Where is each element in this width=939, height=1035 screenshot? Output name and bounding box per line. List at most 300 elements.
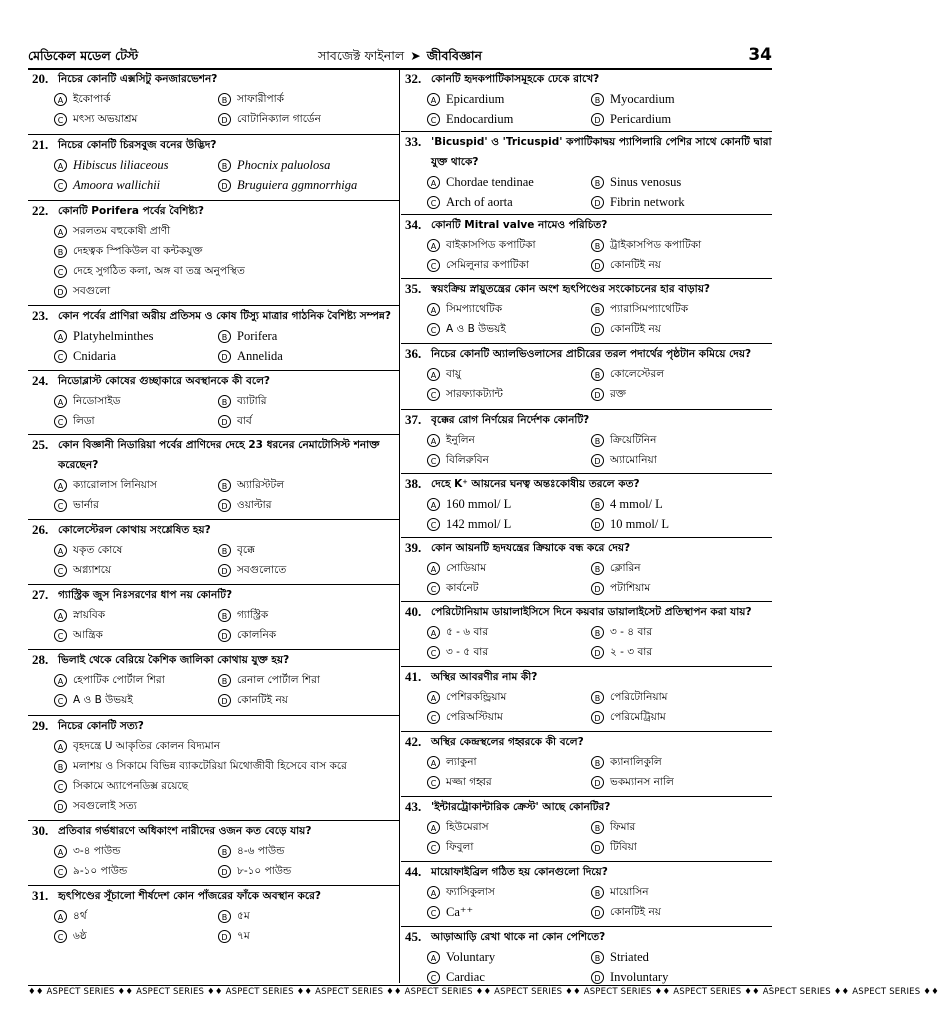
option-c[interactable] <box>54 346 218 366</box>
question-44 <box>401 862 772 927</box>
question-33 <box>401 132 772 215</box>
option-d[interactable] <box>591 707 772 727</box>
option-label-circle: C <box>54 780 67 793</box>
option-b[interactable] <box>218 841 399 861</box>
option-label-circle: A <box>427 951 440 964</box>
option-b[interactable] <box>591 558 772 578</box>
question-text-row <box>28 69 399 89</box>
option-b[interactable] <box>218 391 399 411</box>
option-text: ৮-১০ পাউন্ড <box>237 865 292 877</box>
question-37 <box>401 410 772 474</box>
question-number: 40. <box>405 604 422 619</box>
question-text: স্বয়ংক্রিয় স্নায়ুতন্ত্রের কোন অংশ হৃৎপিণ্ডের সংকোচনের হার বাড়ায়? <box>431 283 710 295</box>
option-label-circle: A <box>54 544 67 557</box>
option-c[interactable] <box>54 411 218 431</box>
option-b[interactable] <box>591 494 772 514</box>
option-b[interactable] <box>54 241 399 261</box>
option-c[interactable] <box>54 776 399 796</box>
option-a[interactable] <box>427 430 591 450</box>
question-text-row <box>401 797 772 817</box>
option-a[interactable] <box>427 752 591 772</box>
option-label-circle: C <box>54 499 67 512</box>
option-label-circle: B <box>591 691 604 704</box>
option-a[interactable] <box>427 947 591 967</box>
option-c[interactable] <box>54 926 218 946</box>
options-grid <box>28 906 399 946</box>
option-a[interactable] <box>427 494 591 514</box>
option-text: সাফারীপার্ক <box>237 93 284 105</box>
option-d[interactable] <box>591 192 772 212</box>
option-d[interactable] <box>54 281 399 301</box>
option-a[interactable] <box>427 89 591 109</box>
option-text: আন্ত্রিক <box>73 629 103 641</box>
option-text: পেরিঅস্টিয়াম <box>446 711 503 723</box>
option-label-circle: B <box>591 756 604 769</box>
option-a[interactable] <box>54 605 218 625</box>
option-label-circle: D <box>218 930 231 943</box>
question-number: 33. <box>405 134 422 149</box>
options-grid <box>401 430 772 470</box>
question-25 <box>28 435 399 520</box>
option-c[interactable] <box>54 261 399 281</box>
option-b[interactable] <box>218 326 399 346</box>
option-text: ৫ - ৬ বার <box>446 626 489 638</box>
question-text: গ্যাস্ট্রিক জুস নিঃসরণের ধাপ নয় কোনটি? <box>58 589 233 601</box>
option-label-circle: A <box>54 225 67 238</box>
option-text: টিবিয়া <box>610 841 637 853</box>
option-a[interactable] <box>427 364 591 384</box>
option-c[interactable] <box>427 514 591 534</box>
option-text: ২ - ৩ বার <box>610 646 653 658</box>
question-text: অস্থির আবরণীর নাম কী? <box>431 671 538 683</box>
option-a[interactable] <box>54 670 218 690</box>
question-22 <box>28 201 399 306</box>
option-label-circle: D <box>54 800 67 813</box>
option-text: সেমিলুনার কপাটিকা <box>446 259 529 271</box>
option-d[interactable] <box>218 109 399 129</box>
question-number: 34. <box>405 217 422 232</box>
options-grid <box>28 89 399 129</box>
option-text: বৃহদন্ত্রে U আকৃতির কোলন বিদ্যমান <box>73 740 220 752</box>
option-label-circle: A <box>54 740 67 753</box>
option-label-circle: D <box>591 259 604 272</box>
question-text: বৃক্কের রোগ নির্ণয়ের নির্দেশক কোনটি? <box>431 414 590 426</box>
option-d[interactable] <box>218 625 399 645</box>
option-a[interactable] <box>54 906 218 926</box>
option-b[interactable] <box>591 752 772 772</box>
option-text: হিউমেরাস <box>446 821 489 833</box>
option-b[interactable] <box>218 475 399 495</box>
page-number: 34 <box>748 45 772 65</box>
option-label-circle: A <box>427 93 440 106</box>
option-d[interactable] <box>591 255 772 275</box>
option-text: ব্যাটারি <box>237 395 267 407</box>
option-text: ফিমার <box>610 821 636 833</box>
option-label-circle: D <box>591 646 604 659</box>
question-42 <box>401 732 772 797</box>
option-text: 160 mmol/ L <box>446 497 512 511</box>
option-text: 10 mmol/ L <box>610 517 670 531</box>
option-label-circle: A <box>54 159 67 172</box>
option-c[interactable] <box>427 707 591 727</box>
option-c[interactable] <box>427 772 591 792</box>
option-c[interactable] <box>427 902 591 922</box>
question-number: 45. <box>405 929 422 944</box>
option-text: ৫ম <box>237 910 250 922</box>
option-a[interactable] <box>427 622 591 642</box>
option-d[interactable] <box>218 175 399 195</box>
option-label-circle: C <box>427 711 440 724</box>
option-label-circle: D <box>218 350 231 363</box>
option-d[interactable] <box>591 514 772 534</box>
option-label-circle: A <box>427 176 440 189</box>
option-b[interactable] <box>591 364 772 384</box>
options-grid <box>28 736 399 816</box>
option-a[interactable] <box>427 687 591 707</box>
option-text: Myocardium <box>610 92 675 106</box>
option-b[interactable] <box>591 430 772 450</box>
options-grid <box>28 605 399 645</box>
option-b[interactable] <box>591 89 772 109</box>
option-label-circle: C <box>54 350 67 363</box>
option-label-circle: D <box>218 629 231 642</box>
option-d[interactable] <box>218 495 399 515</box>
option-text: A ও B উভয়ই <box>446 323 506 335</box>
question-number: 32. <box>405 71 422 86</box>
option-label-circle: B <box>591 498 604 511</box>
question-30 <box>28 821 399 886</box>
option-label-circle: C <box>427 323 440 336</box>
option-text: দেহে সুগঠিত কলা, অঙ্গ বা তন্ত্র অনুপস্থিত <box>73 265 245 277</box>
option-text: Endocardium <box>446 112 514 126</box>
option-d[interactable] <box>218 926 399 946</box>
option-c[interactable] <box>427 319 591 339</box>
option-a[interactable] <box>54 540 218 560</box>
option-label-circle: D <box>591 906 604 919</box>
question-text-row <box>28 650 399 670</box>
options-grid <box>401 558 772 598</box>
option-text: ফ্যাসিকুলাস <box>446 886 495 898</box>
question-text-row <box>401 474 772 494</box>
option-b[interactable] <box>218 89 399 109</box>
question-number: 36. <box>405 346 422 361</box>
option-label-circle: C <box>427 259 440 272</box>
option-text: রক্ত <box>610 388 626 400</box>
question-text-row <box>401 667 772 687</box>
option-text: Fibrin network <box>610 195 685 209</box>
option-text: অ্যারিস্টটল <box>237 479 285 491</box>
question-text-row <box>401 862 772 882</box>
option-label-circle: C <box>54 265 67 278</box>
question-text: 'ইন্টারট্রোকান্টারিক ক্রেস্ট' আছে কোনটির? <box>431 801 611 813</box>
question-29 <box>28 716 399 821</box>
option-label-circle: A <box>427 626 440 639</box>
question-number: 44. <box>405 864 422 879</box>
option-text: মৎস্য অভয়াশ্রম <box>73 113 138 125</box>
option-d[interactable] <box>591 384 772 404</box>
question-text-row <box>28 520 399 540</box>
question-text: কোনটি Mitral valve নামেও পরিচিত? <box>431 219 608 231</box>
option-label-circle: C <box>54 179 67 192</box>
option-text: Sinus venosus <box>610 175 682 189</box>
subject-title: জীববিজ্ঞান <box>426 48 483 63</box>
option-a[interactable] <box>427 235 591 255</box>
option-text: Involuntary <box>610 970 669 984</box>
options-grid <box>28 841 399 881</box>
option-label-circle: C <box>427 113 440 126</box>
option-label-circle: B <box>218 845 231 858</box>
option-text: ভার্নার <box>73 499 99 511</box>
option-d[interactable] <box>591 642 772 662</box>
option-b[interactable] <box>591 235 772 255</box>
page-header <box>28 46 772 70</box>
question-text-row <box>28 201 399 221</box>
question-31 <box>28 886 399 946</box>
question-text: পেরিটোনিয়াম ডায়ালাইসিসে দিনে কয়বার ডায়ালাইসেট প্রতিস্থাপন করা যায়? <box>431 606 752 618</box>
options-grid <box>401 172 772 212</box>
option-d[interactable] <box>591 902 772 922</box>
question-number: 21. <box>32 137 49 152</box>
option-d[interactable] <box>218 861 399 881</box>
question-text: হৃৎপিণ্ডের সূঁচালো শীর্ষদেশ কোন পাঁজরের ফাঁকে অবস্থান করে? <box>58 890 321 902</box>
option-a[interactable] <box>427 817 591 837</box>
option-label-circle: A <box>54 674 67 687</box>
option-label-circle: B <box>218 395 231 408</box>
option-c[interactable] <box>427 192 591 212</box>
option-label-circle: B <box>591 626 604 639</box>
option-label-circle: C <box>54 930 67 943</box>
option-c[interactable] <box>54 109 218 129</box>
options-grid <box>401 687 772 727</box>
option-d[interactable] <box>591 109 772 129</box>
option-label-circle: C <box>54 564 67 577</box>
option-a[interactable] <box>54 155 218 175</box>
option-label-circle: A <box>427 886 440 899</box>
option-a[interactable] <box>54 841 218 861</box>
option-c[interactable] <box>427 384 591 404</box>
option-label-circle: C <box>427 196 440 209</box>
option-label-circle: B <box>218 159 231 172</box>
option-label-circle: A <box>427 821 440 834</box>
option-label-circle: C <box>427 841 440 854</box>
question-text: নিচের কোনটি সত্য? <box>58 720 144 732</box>
option-d[interactable] <box>54 796 399 816</box>
question-40 <box>401 602 772 667</box>
option-label-circle: A <box>427 368 440 381</box>
option-label-circle: C <box>427 971 440 984</box>
options-grid <box>401 235 772 275</box>
option-text: ৩ - ৫ বার <box>446 646 489 658</box>
option-text: নিডোসাইড <box>73 395 121 407</box>
question-number: 42. <box>405 734 422 749</box>
option-c[interactable] <box>427 255 591 275</box>
option-a[interactable] <box>427 172 591 192</box>
option-label-circle: B <box>591 368 604 381</box>
option-d[interactable] <box>591 578 772 598</box>
option-b[interactable] <box>591 882 772 902</box>
option-label-circle: C <box>54 629 67 642</box>
option-text: সোডিয়াম <box>446 562 487 574</box>
option-c[interactable] <box>427 967 591 987</box>
option-b[interactable] <box>218 670 399 690</box>
options-grid <box>401 752 772 792</box>
option-label-circle: A <box>427 691 440 704</box>
option-c[interactable] <box>427 837 591 857</box>
option-text: স্নায়বিক <box>73 609 106 621</box>
option-c[interactable] <box>54 175 218 195</box>
option-text: দেহত্বক স্পিকিউল বা কন্টকযুক্ত <box>73 245 203 257</box>
option-text: Pericardium <box>610 112 672 126</box>
section-title: সাবজেক্ট ফাইনাল <box>317 48 405 63</box>
option-text: কোলেস্টেরল <box>610 368 665 380</box>
option-d[interactable] <box>591 967 772 987</box>
option-d[interactable] <box>218 346 399 366</box>
question-27 <box>28 585 399 650</box>
option-b[interactable] <box>218 906 399 926</box>
option-c[interactable] <box>54 690 218 710</box>
option-d[interactable] <box>218 690 399 710</box>
option-text: Cnidaria <box>73 349 117 363</box>
option-text: সরলতম বহুকোষী প্রাণী <box>73 225 171 237</box>
option-d[interactable] <box>591 837 772 857</box>
option-b[interactable] <box>591 817 772 837</box>
option-b[interactable] <box>218 155 399 175</box>
option-d[interactable] <box>218 411 399 431</box>
question-number: 26. <box>32 522 49 537</box>
option-c[interactable] <box>54 560 218 580</box>
question-text-row <box>401 602 772 622</box>
options-grid <box>28 391 399 431</box>
option-c[interactable] <box>427 450 591 470</box>
option-a[interactable] <box>54 475 218 495</box>
question-text-row <box>28 135 399 155</box>
option-a[interactable] <box>54 326 218 346</box>
option-d[interactable] <box>218 560 399 580</box>
option-text: বিলিরুবিন <box>446 454 489 466</box>
option-a[interactable] <box>54 89 218 109</box>
option-text: Voluntary <box>446 950 496 964</box>
option-a[interactable] <box>427 882 591 902</box>
option-d[interactable] <box>591 319 772 339</box>
option-label-circle: D <box>591 323 604 336</box>
option-b[interactable] <box>591 172 772 192</box>
question-21 <box>28 135 399 201</box>
option-b[interactable] <box>218 605 399 625</box>
question-number: 27. <box>32 587 49 602</box>
question-number: 38. <box>405 476 422 491</box>
option-text: কোলনিক <box>237 629 277 641</box>
option-text: Cardiac <box>446 970 485 984</box>
question-text-row <box>28 886 399 906</box>
option-c[interactable] <box>54 495 218 515</box>
question-35 <box>401 279 772 344</box>
option-d[interactable] <box>591 772 772 792</box>
option-b[interactable] <box>591 687 772 707</box>
option-a[interactable] <box>54 221 399 241</box>
question-number: 28. <box>32 652 49 667</box>
options-grid <box>28 475 399 515</box>
option-text: ৩-৪ পাউন্ড <box>73 845 121 857</box>
option-text: 142 mmol/ L <box>446 517 512 531</box>
option-text: সবগুলোতে <box>237 564 287 576</box>
question-text-row <box>401 215 772 235</box>
question-text: প্রতিবার গর্ভধারণে অধিকাংশ নারীদের ওজন কত বেড়ে যায়? <box>58 825 312 837</box>
question-text: কোনটি Porifera পর্বের বৈশিষ্ট্য? <box>58 205 204 217</box>
question-number: 25. <box>32 437 49 452</box>
option-b[interactable] <box>218 540 399 560</box>
option-text: Porifera <box>237 329 278 343</box>
option-label-circle: B <box>591 562 604 575</box>
option-label-circle: C <box>427 454 440 467</box>
question-text: দেহে K⁺ আয়নের ঘনত্ব অন্তঃকোষীয় তরলে কত? <box>431 478 640 490</box>
question-number: 31. <box>32 888 49 903</box>
option-label-circle: B <box>218 910 231 923</box>
option-b[interactable] <box>591 299 772 319</box>
question-24 <box>28 371 399 435</box>
question-text-row <box>401 344 772 364</box>
option-text: ৩ - ৪ বার <box>610 626 653 638</box>
option-label-circle: D <box>218 113 231 126</box>
option-a[interactable] <box>427 558 591 578</box>
option-a[interactable] <box>427 299 591 319</box>
option-text: Epicardium <box>446 92 505 106</box>
arrow-icon: ➤ <box>410 48 421 63</box>
option-b[interactable] <box>54 756 399 776</box>
option-label-circle: B <box>218 479 231 492</box>
question-text: নিচের কোনটি চিরসবুজ বনের উদ্ভিদ? <box>58 139 217 151</box>
question-text: কোনটি হৃদকপাটিকাসমূহকে ঢেকে রাখে? <box>431 73 600 85</box>
option-text: প্যারাসিমপ্যাথেটিক <box>610 303 689 315</box>
option-c[interactable] <box>427 109 591 129</box>
option-text: পেরিমেট্রিয়াম <box>610 711 666 723</box>
exam-title: মেডিকেল মডেল টেস্ট <box>28 48 139 63</box>
option-b[interactable] <box>591 947 772 967</box>
option-label-circle: C <box>427 582 440 595</box>
option-b[interactable] <box>591 622 772 642</box>
option-text: কার্বনেট <box>446 582 479 594</box>
option-label-circle: B <box>591 93 604 106</box>
option-c[interactable] <box>427 578 591 598</box>
options-grid <box>401 817 772 857</box>
options-grid <box>401 947 772 987</box>
question-text-row <box>401 69 772 89</box>
option-text: Phocnix paluolosa <box>237 158 331 172</box>
option-a[interactable] <box>54 736 399 756</box>
question-text-row <box>28 435 399 475</box>
option-label-circle: B <box>591 176 604 189</box>
option-label-circle: C <box>54 865 67 878</box>
option-label-circle: C <box>427 646 440 659</box>
option-a[interactable] <box>54 391 218 411</box>
options-grid <box>28 155 399 195</box>
option-c[interactable] <box>54 625 218 645</box>
question-number: 24. <box>32 373 49 388</box>
option-text: লিডা <box>73 415 95 427</box>
question-number: 29. <box>32 718 49 733</box>
option-d[interactable] <box>591 450 772 470</box>
page-footer: ♦♦ ASPECT SERIES ♦♦ ASPECT SERIES ♦♦ ASPECT SERIES ♦♦ ASPECT SERIES ♦♦ ASPECT SERIES ♦♦ ASPECT SERIES ♦♦ ASPECT SERIES ♦♦ ASPECT SERIES ♦♦ ASPECT SERIES ♦♦ ASPECT SERIES ♦♦ <box>28 985 772 1001</box>
option-label-circle: C <box>427 776 440 789</box>
options-grid <box>401 364 772 404</box>
option-c[interactable] <box>427 642 591 662</box>
question-number: 22. <box>32 203 49 218</box>
option-label-circle: A <box>54 910 67 923</box>
question-text-row <box>28 585 399 605</box>
option-text: পটাশিয়াম <box>610 582 651 594</box>
option-c[interactable] <box>54 861 218 881</box>
option-text: ফিবুলা <box>446 841 474 853</box>
option-text: ট্রাইকাসপিড কপাটিকা <box>610 239 702 251</box>
